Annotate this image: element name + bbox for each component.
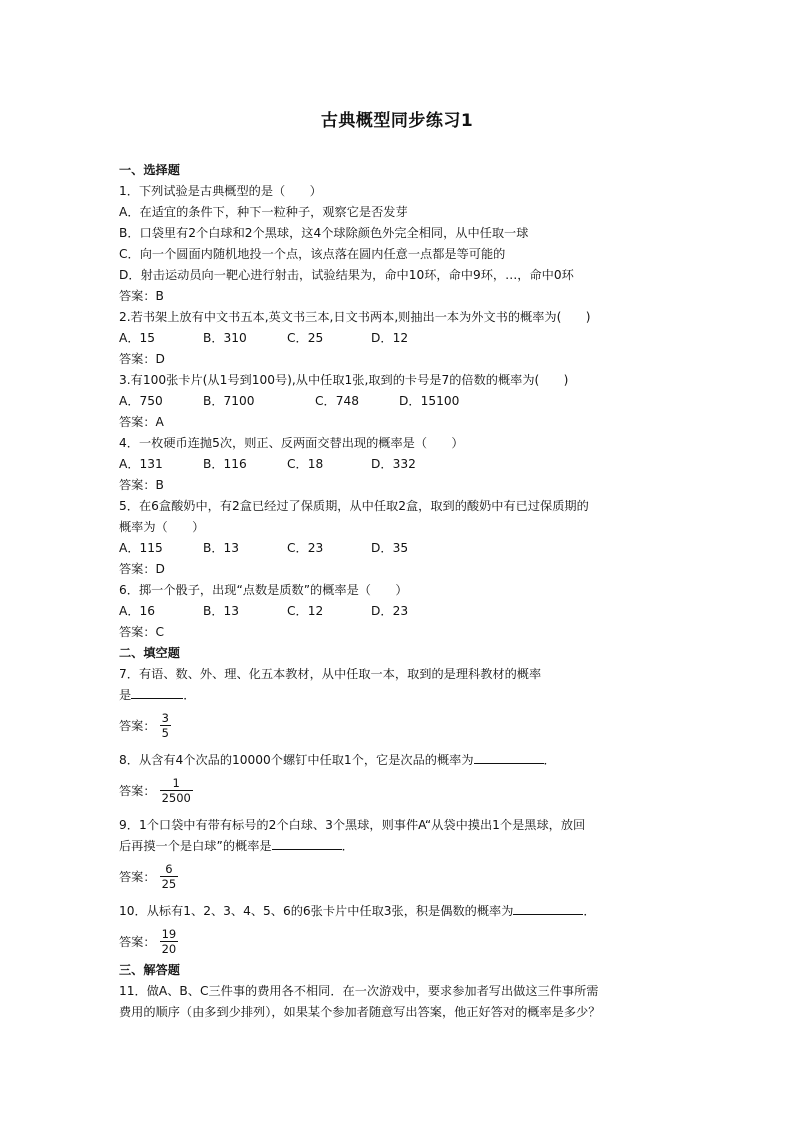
question-8-stem-text: 8．从含有4个次品的10000个螺钉中任取1个，它是次品的概率为 xyxy=(119,753,474,767)
question-10-stem xyxy=(119,901,679,922)
exercise-content xyxy=(119,160,679,1023)
question-5-option-a: A．115 xyxy=(119,541,163,555)
question-2-answer: 答案：D xyxy=(119,352,165,366)
fraction-denominator: 25 xyxy=(161,876,177,891)
question-5-stem-line2: 概率为（ ） xyxy=(119,520,205,534)
question-5-option-b: B．13 xyxy=(203,541,240,555)
question-4-option-a: A．131 xyxy=(119,457,163,471)
question-4-stem: 4．一枚硬币连抛5次，则正、反两面交替出现的概率是（ ） xyxy=(119,436,464,450)
answer-blank xyxy=(131,685,183,699)
question-8-answer xyxy=(119,771,679,809)
section-heading-choice: 一、选择题 xyxy=(119,163,180,177)
question-4-option-c: C．18 xyxy=(287,457,324,471)
question-1-option-a: A．在适宜的条件下，种下一粒种子，观察它是否发芽 xyxy=(119,205,408,219)
question-2-option-c: C．25 xyxy=(287,331,324,345)
fraction-denominator: 5 xyxy=(161,725,169,740)
question-5-stem-line1: 5．在6盒酸奶中，有2盒已经过了保质期，从中任取2盒，取到的酸奶中有已过保质期的 xyxy=(119,499,589,513)
question-7-answer xyxy=(119,706,679,744)
question-1-option-b: B．口袋里有2个白球和2个黑球，这4个球除颜色外完全相同，从中任取一球 xyxy=(119,226,529,240)
question-6-options xyxy=(119,601,679,622)
question-7-stem-text: 是 xyxy=(119,688,132,702)
question-10-stem-text: 10．从标有1、2、3、4、5、6的6张卡片中任取3张，积是偶数的概率为 xyxy=(119,904,514,918)
question-7-stem-end: ． xyxy=(183,688,196,702)
fraction-numerator: 19 xyxy=(161,926,177,941)
question-10-stem-end: ． xyxy=(583,904,596,918)
question-3-option-b: B．7100 xyxy=(203,394,255,408)
question-1-answer: 答案：B xyxy=(119,289,164,303)
answer-fraction xyxy=(160,862,179,891)
question-11-stem-line2: 费用的顺序（由多到少排列），如果某个参加者随意写出答案，他正好答对的概率是多少？ xyxy=(119,1005,601,1019)
answer-fraction xyxy=(160,711,171,740)
question-9-answer xyxy=(119,857,679,895)
question-3-option-a: A．750 xyxy=(119,394,163,408)
fraction-numerator: 1 xyxy=(172,775,180,790)
question-6-option-d: D．23 xyxy=(371,604,409,618)
question-6-stem: 6．掷一个骰子，出现“点数是质数”的概率是（ ） xyxy=(119,583,408,597)
answer-label: 答案： xyxy=(119,934,156,949)
answer-blank xyxy=(272,836,342,850)
question-9-stem-end: ． xyxy=(341,839,354,853)
question-5-option-c: C．23 xyxy=(287,541,324,555)
question-6-option-a: A．16 xyxy=(119,604,156,618)
question-3-options xyxy=(119,391,679,412)
answer-label: 答案： xyxy=(119,869,156,884)
question-3-option-c: C．748 xyxy=(315,394,359,408)
question-6-answer: 答案：C xyxy=(119,625,165,639)
question-4-option-b: B．116 xyxy=(203,457,247,471)
fraction-numerator: 3 xyxy=(161,710,169,725)
page-title: 古典概型同步练习1 xyxy=(320,111,474,131)
question-2-option-d: D．12 xyxy=(371,331,409,345)
question-2-option-b: B．310 xyxy=(203,331,247,345)
question-3-answer: 答案：A xyxy=(119,415,164,429)
answer-fraction xyxy=(160,776,193,805)
question-4-answer: 答案：B xyxy=(119,478,164,492)
question-8-stem xyxy=(119,750,679,771)
question-8-stem-end: ． xyxy=(543,753,556,767)
question-9-stem-text: 后再摸一个是白球”的概率是 xyxy=(119,839,272,853)
question-1-option-c: C．向一个圆面内随机地投一个点，该点落在圆内任意一点都是等可能的 xyxy=(119,247,506,261)
question-4-option-d: D．332 xyxy=(371,457,416,471)
question-6-option-c: C．12 xyxy=(287,604,324,618)
question-7-stem-line2 xyxy=(119,685,679,706)
question-2-stem: 2.若书架上放有中文书五本,英文书三本,日文书两本,则抽出一本为外文书的概率为( ) xyxy=(119,310,591,324)
question-5-answer: 答案：D xyxy=(119,562,165,576)
answer-label: 答案： xyxy=(119,718,156,733)
question-1-stem: 1．下列试验是古典概型的是（ ） xyxy=(119,184,322,198)
fraction-denominator: 2500 xyxy=(161,790,191,805)
question-7-stem-line1: 7．有语、数、外、理、化五本教材，从中任取一本，取到的是理科教材的概率 xyxy=(119,667,542,681)
fraction-denominator: 20 xyxy=(161,941,177,956)
question-2-options xyxy=(119,328,679,349)
fraction-numerator: 6 xyxy=(165,861,173,876)
answer-label: 答案： xyxy=(119,783,156,798)
question-9-stem-line2 xyxy=(119,836,679,857)
section-heading-fill: 二、填空题 xyxy=(119,646,180,660)
question-5-option-d: D．35 xyxy=(371,541,409,555)
question-11-stem-line1: 11．做A、B、C三件事的费用各不相同．在一次游戏中，要求参加者写出做这三件事所需 xyxy=(119,984,599,998)
section-heading-solve: 三、解答题 xyxy=(119,963,180,977)
question-5-options xyxy=(119,538,679,559)
answer-blank xyxy=(474,750,544,764)
question-6-option-b: B．13 xyxy=(203,604,240,618)
question-10-answer xyxy=(119,922,679,960)
question-9-stem-line1: 9．1个口袋中有带有标号的2个白球、3个黑球，则事件A“从袋中摸出1个是黑球，放回 xyxy=(119,818,586,832)
question-4-options xyxy=(119,454,679,475)
question-1-option-d: D．射击运动员向一靶心进行射击，试验结果为，命中10环，命中9环，…，命中0环 xyxy=(119,268,574,282)
question-3-stem: 3.有100张卡片(从1号到100号),从中任取1张,取到的卡号是7的倍数的概率为( ) xyxy=(119,373,569,387)
answer-fraction xyxy=(160,927,179,956)
question-2-option-a: A．15 xyxy=(119,331,156,345)
answer-blank xyxy=(513,901,583,915)
question-3-option-d: D．15100 xyxy=(399,394,460,408)
